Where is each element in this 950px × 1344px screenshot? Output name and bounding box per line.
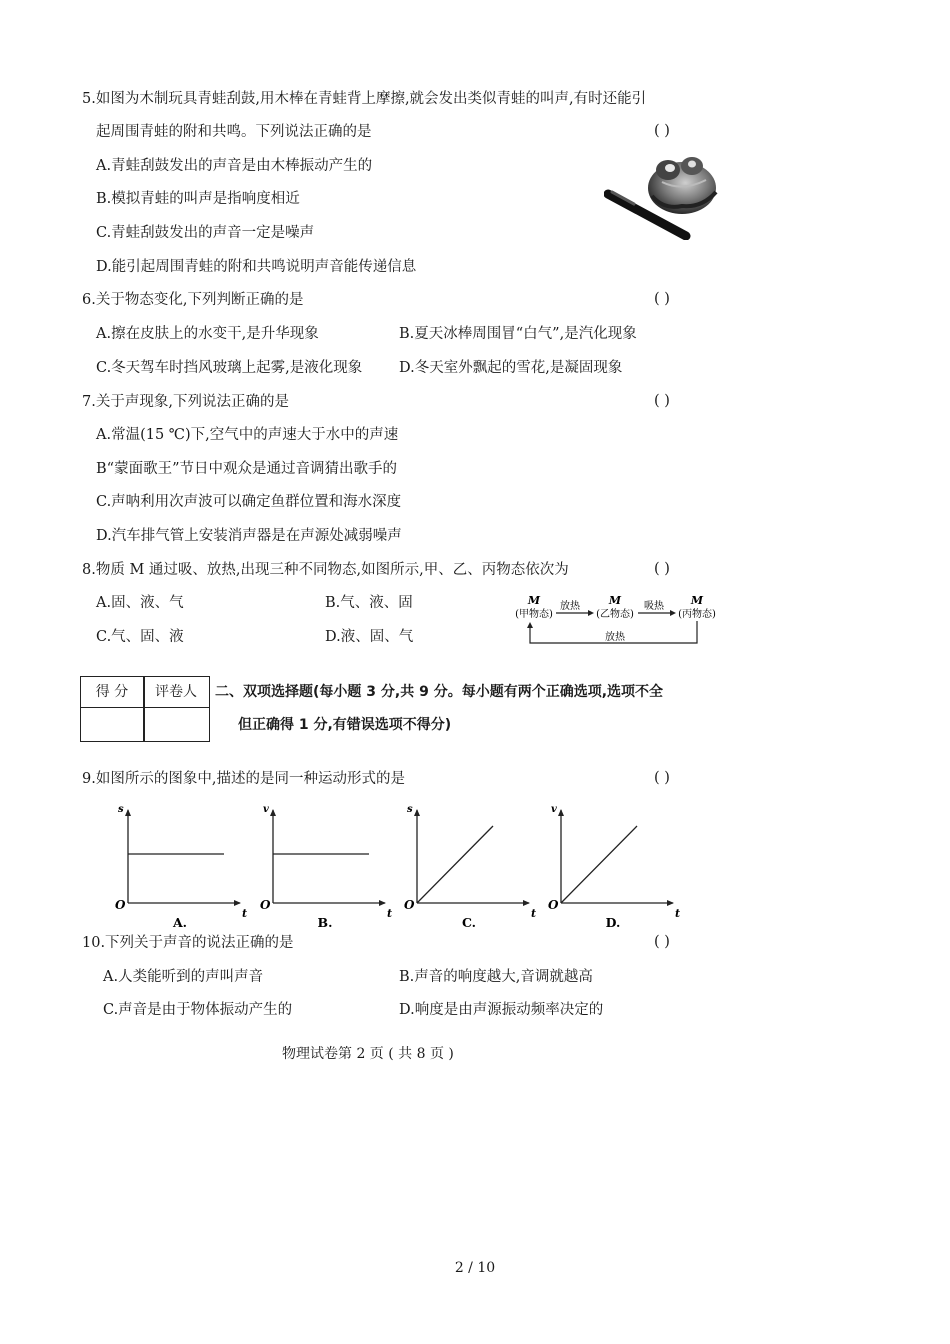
section2-heading-line2: 但正确得 1 分,有错误选项不得分) [238,717,452,733]
q5-option-d: D.能引起周围青蛙的附和共鸣说明声音能传递信息 [96,259,417,275]
q10-stem: 10.下列关于声音的说法正确的是 [82,935,294,951]
state2-m-label: M [608,594,622,607]
q5-option-c: C.青蛙刮鼓发出的声音一定是噪声 [96,225,315,241]
state-change-diagram [508,590,724,650]
q10-answer-paren: ( ) [654,934,670,950]
q8-option-a: A.固、液、气 [96,595,184,611]
graph-2-caption: C. [461,915,477,930]
q8-answer-paren: ( ) [654,561,670,577]
q7-stem: 7.关于声现象,下列说法正确的是 [82,394,289,410]
graph-3-y-arrow [558,809,564,816]
q6-stem: 6.关于物态变化,下列判断正确的是 [82,292,304,308]
q10-option-c: C.声音是由于物体振动产生的 [103,1002,293,1018]
graph-0-y-arrow [125,809,131,816]
graph-0-x-arrow [234,900,241,906]
q8-option-c: C.气、固、液 [96,629,184,645]
q7-option-a: A.常温(15 ℃)下,空气中的声速大于水中的声速 [96,427,399,443]
grader-label: 评卷人 [155,684,197,700]
graph-0-origin: O [115,898,126,912]
graph-1-xlabel: t [387,907,393,920]
q7-option-d: D.汽车排气管上安装消声器是在声源处减弱噪声 [96,528,402,544]
arrow3-label: 放热 [605,632,625,643]
q6-option-d: D.冬天室外飘起的雪花,是凝固现象 [399,360,623,376]
state1-m-label: M [527,594,541,607]
graph-2-xlabel: t [531,907,537,920]
q5-stem-line2: 起周围青蛙的附和共鸣。下列说法正确的是 [96,124,372,140]
exam-footer: 物理试卷第 2 页 ( 共 8 页 ) [282,1046,454,1062]
q10-option-a: A.人类能听到的声叫声音 [103,969,264,985]
state1-label: (甲物态) [515,609,553,620]
graph-1-origin: O [260,898,271,912]
q8-option-d: D.液、固、气 [325,629,414,645]
graph-2-x-arrow [523,900,530,906]
q6-option-c: C.冬天驾车时挡风玻璃上起雾,是液化现象 [96,360,363,376]
frog-toy-image [604,148,724,240]
q8-option-b: B.气、液、固 [325,595,413,611]
graph-2-origin: O [404,898,415,912]
q10-option-d: D.响度是由声源振动频率决定的 [399,1002,604,1018]
graph-0-xlabel: t [242,907,248,920]
graph-3-caption: D. [605,915,621,930]
q6-option-a: A.擦在皮肤上的水变干,是升华现象 [96,326,319,342]
score-table [80,676,210,742]
state3-label: (丙物态) [678,609,716,620]
q6-answer-paren: ( ) [654,291,670,307]
q10-option-b: B.声音的响度越大,音调就越高 [399,969,593,985]
q9-graphs [110,798,690,932]
page-number: 2 / 10 [454,1260,496,1276]
score-label: 得 分 [95,684,129,700]
graph-1-y-arrow [270,809,276,816]
graph-2-ylabel: s [407,804,413,815]
graph-3-x-arrow [667,900,674,906]
arrow2-label: 吸热 [644,601,664,612]
q5-stem-line1: 5.如图为木制玩具青蛙刮鼓,用木棒在青蛙背上摩擦,就会发出类似青蛙的叫声,有时还能引 [82,91,647,107]
graph-2-y-arrow [414,809,420,816]
graph-3-origin: O [548,898,559,912]
graph-0-caption: A. [172,915,188,930]
graph-1-caption: B. [317,915,333,930]
q9-answer-paren: ( ) [654,770,670,786]
q7-option-b: B“蒙面歌王”节日中观众是通过音调猜出歌手的 [96,461,397,477]
q8-stem: 8.物质 M 通过吸、放热,出现三种不同物态,如图所示,甲、乙、丙物态依次为 [82,562,569,578]
q5-option-b: B.模拟青蛙的叫声是指响度相近 [96,191,300,207]
q9-stem: 9.如图所示的图象中,描述的是同一种运动形式的是 [82,771,405,787]
q5-answer-paren: ( ) [654,123,670,139]
graph-0-ylabel: s [118,804,124,815]
graph-1-x-arrow [379,900,386,906]
arrow1-label: 放热 [560,601,580,612]
q7-answer-paren: ( ) [654,393,670,409]
graph-3-data-line [561,826,637,903]
graph-3-xlabel: t [675,907,681,920]
q5-option-a: A.青蛙刮鼓发出的声音是由木棒振动产生的 [96,158,373,174]
state3-m-label: M [690,594,704,607]
section2-heading-line1: 二、双项选择题(每小题 3 分,共 9 分。每小题有两个正确选项,选项不全 [215,684,664,700]
q6-option-b: B.夏天冰棒周围冒“白气”,是汽化现象 [399,326,637,342]
state2-label: (乙物态) [596,609,634,620]
graph-1-ylabel: v [263,804,269,815]
graph-3-ylabel: v [551,804,557,815]
q7-option-c: C.声呐利用次声波可以确定鱼群位置和海水深度 [96,494,402,510]
graph-2-data-line [417,826,493,903]
